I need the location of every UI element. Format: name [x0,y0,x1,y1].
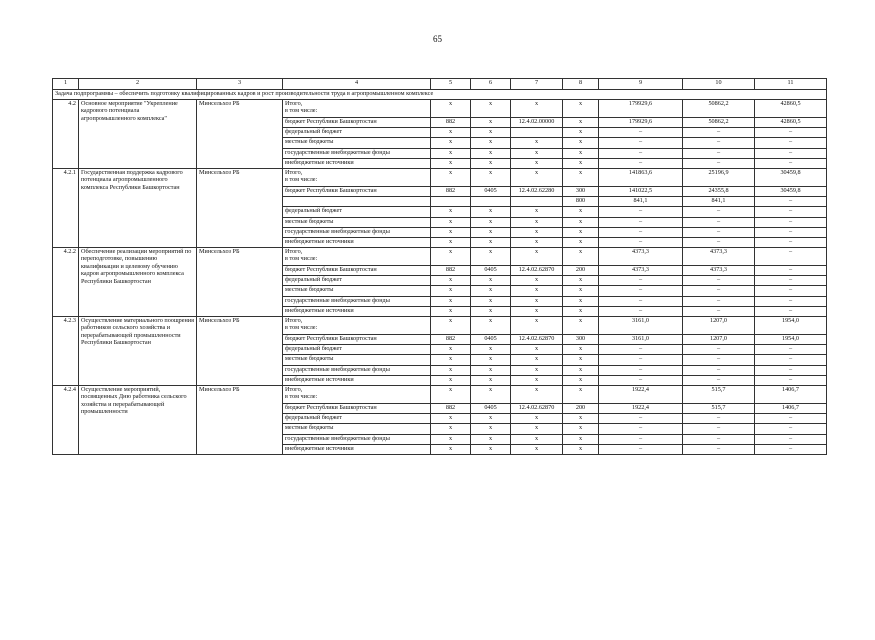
cell-c8: x [563,317,599,335]
funding-source: местные бюджеты [283,217,431,227]
cell-c11: – [755,296,827,306]
cell-c10: – [683,306,755,316]
cell-c11: – [755,266,827,276]
cell-c6: x [471,100,511,118]
cell-c6: 0405 [471,403,511,413]
measure-name: Осуществление мероприятий, посвященных Дню работника сельского хозяйства и перерабатывающей промышленности [79,385,197,454]
cell-c6: x [471,365,511,375]
cell-c11: – [755,158,827,168]
funding-source: внебюджетные источники [283,237,431,247]
cell-c5 [431,197,471,207]
cell-c8: x [563,237,599,247]
row-number: 4.2.1 [53,168,79,247]
cell-c10: 1207,0 [683,335,755,345]
cell-c5: x [431,424,471,434]
cell-c10: – [683,148,755,158]
cell-c11: – [755,237,827,247]
executor: Минсельхоз РБ [197,248,283,317]
header-col-5: 5 [431,79,471,90]
cell-c5: x [431,227,471,237]
cell-c11: 1954,0 [755,317,827,335]
cell-c6: 0405 [471,335,511,345]
header-col-7: 7 [511,79,563,90]
cell-c11: – [755,355,827,365]
cell-c9: – [599,148,683,158]
cell-c8: x [563,148,599,158]
cell-c9: 841,1 [599,197,683,207]
row-number: 4.2.4 [53,385,79,454]
cell-c6: x [471,345,511,355]
cell-c5: x [431,248,471,266]
cell-c6: x [471,148,511,158]
cell-c10: – [683,207,755,217]
cell-c9: 3161,0 [599,317,683,335]
header-row [53,79,827,90]
cell-c11: 1406,7 [755,385,827,403]
cell-c7: x [511,444,563,454]
cell-c6: x [471,207,511,217]
cell-c8: x [563,286,599,296]
funding-source: внебюджетные источники [283,306,431,316]
cell-c11: 42860,5 [755,118,827,128]
cell-c7: x [511,158,563,168]
cell-c6: x [471,296,511,306]
funding-source: внебюджетные источники [283,444,431,454]
cell-c11: – [755,306,827,316]
cell-c9: – [599,365,683,375]
cell-c11: 42860,5 [755,100,827,118]
cell-c7: 12.4.02.62280 [511,186,563,196]
cell-c9: – [599,138,683,148]
cell-c9: – [599,217,683,227]
cell-c5: x [431,375,471,385]
cell-c10: – [683,365,755,375]
cell-c8: x [563,217,599,227]
cell-c5: x [431,414,471,424]
cell-c7: x [511,365,563,375]
cell-c5: 882 [431,186,471,196]
table-row [53,385,827,403]
cell-c11: – [755,248,827,266]
cell-c6: x [471,138,511,148]
cell-c10: 4373,3 [683,248,755,266]
funding-source: федеральный бюджет [283,276,431,286]
cell-c9: – [599,128,683,138]
cell-c5: x [431,138,471,148]
cell-c7: x [511,217,563,227]
cell-c8: x [563,158,599,168]
cell-c10: – [683,276,755,286]
cell-c6: 0405 [471,266,511,276]
cell-c5: 882 [431,118,471,128]
cell-c10: – [683,355,755,365]
cell-c9: 3161,0 [599,335,683,345]
cell-c6: x [471,158,511,168]
cell-c6: 0405 [471,186,511,196]
cell-c11: – [755,197,827,207]
cell-c7: x [511,227,563,237]
cell-c8: x [563,385,599,403]
cell-c11: 1954,0 [755,335,827,345]
cell-c6: x [471,168,511,186]
cell-c5: x [431,317,471,335]
cell-c5: x [431,296,471,306]
funding-source: внебюджетные источники [283,158,431,168]
executor: Минсельхоз РБ [197,168,283,247]
cell-c8: x [563,345,599,355]
cell-c10: – [683,296,755,306]
cell-c5: x [431,306,471,316]
cell-c5: x [431,286,471,296]
cell-c11: – [755,444,827,454]
cell-c8: x [563,424,599,434]
cell-c9: – [599,306,683,316]
funding-source: Итого, в том числе: [283,168,431,186]
cell-c11: 30459,8 [755,168,827,186]
cell-c10: – [683,286,755,296]
cell-c9: 4373,3 [599,248,683,266]
funding-source: федеральный бюджет [283,345,431,355]
cell-c9: – [599,345,683,355]
cell-c7: x [511,306,563,316]
cell-c10: – [683,375,755,385]
cell-c6: x [471,375,511,385]
funding-source: бюджет Республики Башкортостан [283,118,431,128]
cell-c9: – [599,207,683,217]
row-number: 4.2.3 [53,317,79,386]
table-row [53,248,827,266]
cell-c8: 300 [563,335,599,345]
page-number: 65 [433,34,442,44]
header-col-9: 9 [599,79,683,90]
cell-c9: – [599,237,683,247]
cell-c8: 200 [563,266,599,276]
cell-c8: x [563,375,599,385]
cell-c7: 12.4.02.00000 [511,118,563,128]
header-col-3: 3 [197,79,283,90]
header-col-4: 4 [283,79,431,90]
cell-c5: x [431,345,471,355]
cell-c11: – [755,414,827,424]
cell-c5: 882 [431,403,471,413]
cell-c8: x [563,118,599,128]
cell-c8: x [563,138,599,148]
cell-c5: x [431,100,471,118]
table-row [53,100,827,118]
funding-source: государственные внебюджетные фонды [283,148,431,158]
cell-c6: x [471,355,511,365]
funding-source: бюджет Республики Башкортостан [283,186,431,196]
cell-c8: 200 [563,403,599,413]
cell-c5: x [431,434,471,444]
cell-c9: 141022,5 [599,186,683,196]
cell-c6: x [471,414,511,424]
task-row [53,90,827,100]
cell-c7: x [511,375,563,385]
measure-name: Осуществление материального поощрения работников сельского хозяйства и перерабатывающей промышленности Республики Башкортостан [79,317,197,386]
cell-c7: 12.4.02.62870 [511,403,563,413]
cell-c7: x [511,237,563,247]
header-col-11: 11 [755,79,827,90]
task-text: Задача подпрограммы – обеспечить подготовку квалифицированных кадров и рост производительности труда в агропромышленном комплексе [53,90,827,100]
cell-c9: – [599,296,683,306]
funding-source: федеральный бюджет [283,414,431,424]
cell-c9: – [599,276,683,286]
cell-c10: 515,7 [683,385,755,403]
cell-c7: x [511,385,563,403]
table-row [53,168,827,186]
cell-c6: x [471,237,511,247]
cell-c7: 12.4.02.62870 [511,266,563,276]
cell-c6: x [471,276,511,286]
cell-c9: – [599,227,683,237]
cell-c7: x [511,207,563,217]
cell-c9: – [599,286,683,296]
cell-c9: – [599,434,683,444]
executor: Минсельхоз РБ [197,385,283,454]
cell-c9: 1922,4 [599,385,683,403]
cell-c7: x [511,424,563,434]
measure-name: Обеспечение реализации мероприятий по переподготовке, повышению квалификации и целевому обучению кадров агропромышленного комплекса Республики Башкортостан [79,248,197,317]
measure-name: Основное мероприятие "Укрепление кадрового потенциала агропромышленного комплекса" [79,100,197,169]
funding-source: бюджет Республики Башкортостан [283,266,431,276]
cell-c6: x [471,128,511,138]
cell-c8: x [563,276,599,286]
cell-c11: – [755,365,827,375]
cell-c10: – [683,444,755,454]
cell-c7: x [511,317,563,335]
cell-c11: – [755,217,827,227]
cell-c9: – [599,414,683,424]
funding-source: бюджет Республики Башкортостан [283,335,431,345]
cell-c9: – [599,444,683,454]
cell-c5: x [431,444,471,454]
header-col-8: 8 [563,79,599,90]
row-number: 4.2 [53,100,79,169]
funding-source: федеральный бюджет [283,207,431,217]
funding-source: государственные внебюджетные фонды [283,365,431,375]
funding-source: бюджет Республики Башкортостан [283,403,431,413]
measure-name: Государственная поддержка кадрового потенциала агропромышленного комплекса Республики Башкортостан [79,168,197,247]
cell-c6: x [471,118,511,128]
cell-c11: – [755,227,827,237]
cell-c10: – [683,158,755,168]
cell-c10: 50862,2 [683,100,755,118]
cell-c8: x [563,444,599,454]
funding-source: Итого, в том числе: [283,317,431,335]
cell-c10: 1207,0 [683,317,755,335]
executor: Минсельхоз РБ [197,100,283,169]
cell-c5: x [431,276,471,286]
cell-c6: x [471,217,511,227]
cell-c9: 1922,4 [599,403,683,413]
cell-c7: x [511,138,563,148]
cell-c10: – [683,345,755,355]
cell-c5: x [431,148,471,158]
cell-c9: – [599,424,683,434]
header-col-10: 10 [683,79,755,90]
cell-c8: x [563,128,599,138]
cell-c5: x [431,158,471,168]
cell-c8: x [563,355,599,365]
cell-c11: – [755,345,827,355]
cell-c10: 515,7 [683,403,755,413]
cell-c8: x [563,414,599,424]
table-row [53,317,827,335]
cell-c10: – [683,424,755,434]
cell-c10: – [683,414,755,424]
cell-c5: 882 [431,266,471,276]
cell-c9: – [599,355,683,365]
cell-c7: x [511,345,563,355]
cell-c11: – [755,138,827,148]
cell-c6: x [471,385,511,403]
cell-c6: x [471,286,511,296]
cell-c5: x [431,385,471,403]
cell-c7: x [511,248,563,266]
cell-c10: 25196,9 [683,168,755,186]
cell-c7: x [511,355,563,365]
funding-source: местные бюджеты [283,424,431,434]
cell-c8: x [563,306,599,316]
cell-c6: x [471,248,511,266]
cell-c10: – [683,138,755,148]
cell-c7: x [511,168,563,186]
funding-source: государственные внебюджетные фонды [283,227,431,237]
cell-c8: x [563,207,599,217]
funding-source: Итого, в том числе: [283,248,431,266]
header-col-6: 6 [471,79,511,90]
cell-c9: – [599,158,683,168]
cell-c10: 50862,2 [683,118,755,128]
cell-c10: 841,1 [683,197,755,207]
cell-c11: – [755,148,827,158]
cell-c11: 30459,8 [755,186,827,196]
cell-c5: x [431,365,471,375]
cell-c11: – [755,207,827,217]
cell-c6: x [471,424,511,434]
executor: Минсельхоз РБ [197,317,283,386]
cell-c10: – [683,217,755,227]
cell-c5: x [431,217,471,227]
cell-c8: x [563,434,599,444]
row-number: 4.2.2 [53,248,79,317]
cell-c8: x [563,365,599,375]
cell-c8: 300 [563,186,599,196]
funding-source [283,197,431,207]
cell-c10: – [683,128,755,138]
cell-c6: x [471,227,511,237]
cell-c7 [511,128,563,138]
cell-c8: x [563,248,599,266]
funding-source: внебюджетные источники [283,375,431,385]
cell-c10: – [683,434,755,444]
cell-c9: 179929,6 [599,118,683,128]
cell-c5: x [431,128,471,138]
funding-source: местные бюджеты [283,355,431,365]
header-col-2: 2 [79,79,197,90]
cell-c11: – [755,424,827,434]
cell-c7: 12.4.02.62870 [511,335,563,345]
funding-source: Итого, в том числе: [283,100,431,118]
cell-c9: 179929,6 [599,100,683,118]
cell-c8: 800 [563,197,599,207]
cell-c11: – [755,286,827,296]
cell-c9: – [599,375,683,385]
cell-c7: x [511,414,563,424]
funding-source: Итого, в том числе: [283,385,431,403]
cell-c6: x [471,444,511,454]
cell-c5: x [431,355,471,365]
cell-c11: – [755,128,827,138]
cell-c10: – [683,237,755,247]
cell-c6: x [471,434,511,444]
cell-c7 [511,197,563,207]
cell-c7: x [511,100,563,118]
cell-c7: x [511,286,563,296]
cell-c7: x [511,296,563,306]
cell-c7: x [511,148,563,158]
cell-c7: x [511,276,563,286]
cell-c10: 24355,8 [683,186,755,196]
cell-c8: x [563,168,599,186]
cell-c11: – [755,375,827,385]
cell-c8: x [563,296,599,306]
cell-c11: – [755,276,827,286]
cell-c8: x [563,227,599,237]
cell-c9: 141863,6 [599,168,683,186]
funding-source: федеральный бюджет [283,128,431,138]
header-col-1: 1 [53,79,79,90]
cell-c11: 1406,7 [755,403,827,413]
funding-source: местные бюджеты [283,138,431,148]
cell-c5: 882 [431,335,471,345]
funding-source: местные бюджеты [283,286,431,296]
cell-c5: x [431,207,471,217]
cell-c5: x [431,168,471,186]
cell-c6: x [471,306,511,316]
cell-c10: 4373,3 [683,266,755,276]
funding-source: государственные внебюджетные фонды [283,296,431,306]
cell-c6 [471,197,511,207]
cell-c8: x [563,100,599,118]
cell-c11: – [755,434,827,444]
cell-c6: x [471,317,511,335]
program-table [52,78,827,455]
cell-c7: x [511,434,563,444]
cell-c5: x [431,237,471,247]
cell-c10: – [683,227,755,237]
cell-c9: 4373,3 [599,266,683,276]
funding-source: государственные внебюджетные фонды [283,434,431,444]
